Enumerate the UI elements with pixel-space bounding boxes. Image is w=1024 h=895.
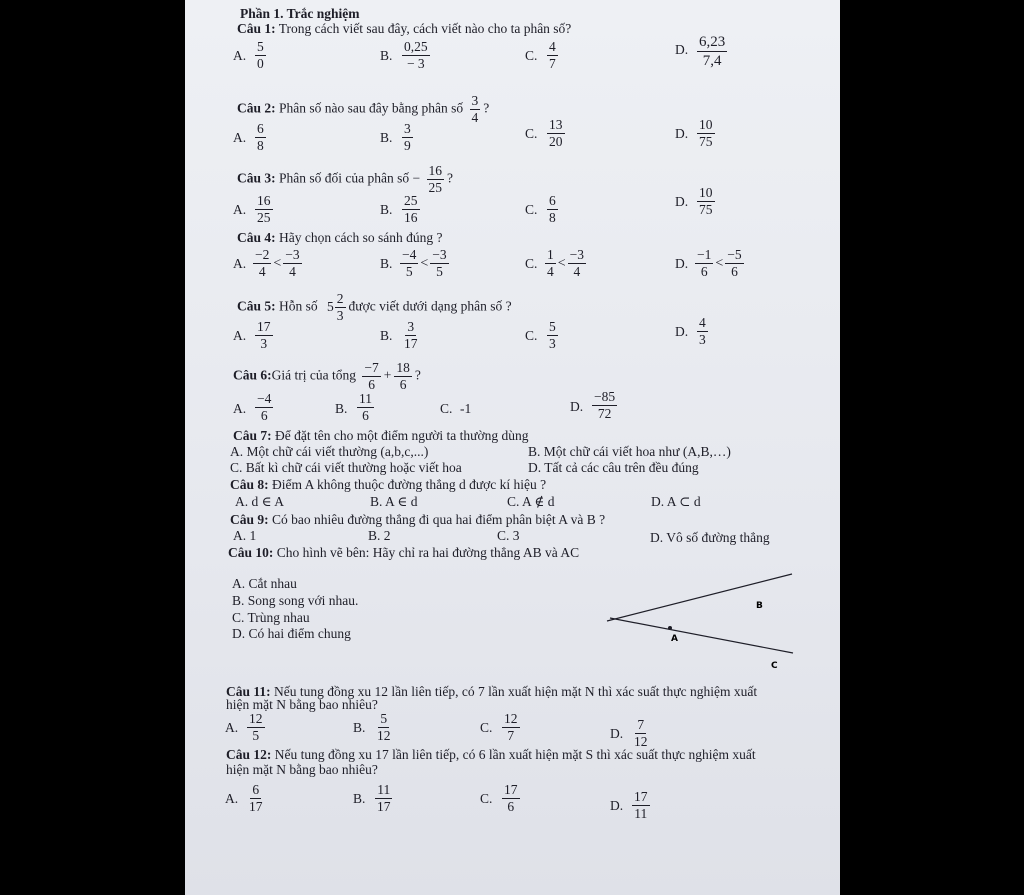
question-6-option-d-fraction: $\frac{-85}{72}$ <box>594 389 616 421</box>
question-6-option-c-value: -1 <box>460 401 472 416</box>
question-7-option-d: D. Tất cả các câu trên đều đúng <box>528 460 699 475</box>
question-5-option-d-label: D. <box>675 324 689 339</box>
question-12-option-c-label: C. <box>480 791 493 806</box>
question-8-option-a: A. d ∈ A <box>235 494 284 509</box>
question-11-option-a-label: A. <box>225 720 239 735</box>
question-1-option-a-label: A. <box>233 48 247 63</box>
question-12-option-d-label: D. <box>610 798 624 813</box>
question-5-option-c-fraction: $\frac{5}{3}$ <box>549 319 556 351</box>
question-12-cont: hiện mặt N bằng bao nhiêu? <box>226 762 378 777</box>
question-9: Câu 9: Có bao nhiêu đường thẳng đi qua hai điểm phân biệt A và B ? <box>230 512 606 527</box>
label-b: B <box>756 601 763 611</box>
question-2-option-c-fraction: $\frac{13}{20}$ <box>549 117 563 149</box>
line-ab <box>607 574 792 621</box>
question-4-option-c-inequality <box>545 248 586 279</box>
label-a: A <box>671 634 678 644</box>
question-2-option-b-label: B. <box>380 130 393 145</box>
question-12-option-a-fraction: $\frac{6}{17}$ <box>249 782 263 814</box>
question-1-option-b-fraction: $\frac{0,25}{- 3}$ <box>404 39 428 71</box>
question-9-option-b: B. 2 <box>368 528 391 543</box>
label-c: C <box>771 661 778 671</box>
question-3: Câu 3: Phân số đối của phân số − $\frac{16}{25}$ ? <box>237 163 453 195</box>
less-than-sign: < <box>557 255 566 271</box>
question-7-option-a: A. Một chữ cái viết thường (a,b,c,...) <box>230 444 429 459</box>
fraction-right: $\frac{-3}{4}$ <box>569 247 585 279</box>
question-1-option-a-fraction: $\frac{5}{0}$ <box>257 39 264 71</box>
question-6-option-a-label: A. <box>233 401 247 416</box>
question-3-option-d-fraction: $\frac{10}{75}$ <box>699 185 713 217</box>
part-title: Phần 1. Trắc nghiệm <box>240 6 360 21</box>
question-6-option-b-fraction: $\frac{11}{6}$ <box>359 391 372 423</box>
question-11-cont: hiện mặt N bằng bao nhiêu? <box>226 697 378 712</box>
fraction-right: $\frac{-3}{5}$ <box>432 247 447 279</box>
question-9-option-c: C. 3 <box>497 528 520 543</box>
question-11-option-b-label: B. <box>353 720 366 735</box>
question-7-option-b: B. Một chữ cái viết hoa như (A,B,…) <box>528 444 731 459</box>
question-8-option-b: B. A ∈ d <box>370 494 418 509</box>
question-2-option-c-label: C. <box>525 126 538 141</box>
question-1-option-c-label: C. <box>525 48 538 63</box>
fraction-left: $\frac{-4}{5}$ <box>402 247 417 279</box>
question-6-option-c-label: C. <box>440 401 453 416</box>
question-5-fraction: $\frac{2}{3}$ <box>336 291 344 323</box>
question-1: Câu 1: Trong cách viết sau đây, cách viết nào cho ta phân số? <box>237 21 572 36</box>
question-10-option-c: C. Trùng nhau <box>232 610 310 625</box>
question-2-fraction: $\frac{3}{4}$ <box>471 93 479 125</box>
question-1-option-c-fraction: $\frac{4}{7}$ <box>549 39 556 71</box>
question-7-option-c: C. Bất kì chữ cái viết thường hoặc viết hoa <box>230 460 462 475</box>
question-3-fraction: $\frac{16}{25}$ <box>428 163 442 195</box>
question-5: Câu 5: Hỗn số 5 $\frac{2}{3}$ được viết dưới dạng phân số ? <box>237 291 512 323</box>
question-11-option-d-label: D. <box>610 726 624 741</box>
fraction-right: $\frac{-5}{6}$ <box>727 247 742 279</box>
question-4-option-a-inequality <box>253 248 302 279</box>
question-5-option-a-fraction: $\frac{17}{3}$ <box>257 319 271 351</box>
question-2-option-d-label: D. <box>675 126 689 141</box>
question-12-option-d-fraction: $\frac{17}{11}$ <box>634 789 648 821</box>
question-7: Câu 7: Để đặt tên cho một điểm người ta thường dùng <box>233 428 529 443</box>
question-6-option-a-fraction: $\frac{-4}{6}$ <box>257 391 272 423</box>
question-2-option-a-label: A. <box>233 130 247 145</box>
question-8-option-c: C. A ∉ d <box>507 494 555 509</box>
question-3-option-a-fraction: $\frac{16}{25}$ <box>257 193 271 225</box>
fraction-left: $\frac{-2}{4}$ <box>255 247 270 279</box>
question-3-option-c-label: C. <box>525 202 538 217</box>
question-5-option-c-label: C. <box>525 328 538 343</box>
question-6-fraction-b: $\frac{18}{6}$ <box>396 360 410 392</box>
question-5-option-a-label: A. <box>233 328 247 343</box>
question-11-option-a-fraction: $\frac{12}{5}$ <box>249 711 263 743</box>
less-than-sign: < <box>420 255 429 271</box>
question-6-option-b-label: B. <box>335 401 348 416</box>
question-1-option-d-label: D. <box>675 42 689 57</box>
question-5-option-b-label: B. <box>380 328 393 343</box>
question-6-option-d-label: D. <box>570 399 584 414</box>
question-3-option-b-label: B. <box>380 202 393 217</box>
question-5-option-d-fraction: $\frac{4}{3}$ <box>699 315 706 347</box>
fraction-right: $\frac{-3}{4}$ <box>285 247 300 279</box>
question-2-option-a-fraction: $\frac{6}{8}$ <box>257 121 264 153</box>
question-4-option-a-label: A. <box>233 256 247 271</box>
question-12-option-c-fraction: $\frac{17}{6}$ <box>504 782 518 814</box>
question-8-option-d: D. A ⊂ d <box>651 494 701 509</box>
point-a <box>668 626 672 630</box>
question-12-option-b-label: B. <box>353 791 366 806</box>
line-ac <box>610 618 793 653</box>
question-10-option-a: A. Cắt nhau <box>232 576 297 591</box>
question-6-fraction-a: $\frac{-7}{6}$ <box>364 360 379 392</box>
question-10: Câu 10: Cho hình vẽ bên: Hãy chỉ ra hai đường thẳng AB và AC <box>228 545 580 560</box>
question-3-option-a-label: A. <box>233 202 247 217</box>
question-3-option-d-label: D. <box>675 194 689 209</box>
question-4-option-d-inequality <box>695 248 744 279</box>
question-1-option-d-fraction: $\frac{6,23}{7,4}$ <box>699 34 726 69</box>
question-10-option-b: B. Song song với nhau. <box>232 593 359 608</box>
question-6: Câu 6:Giá trị của tổng $\frac{-7}{6}$ + $\frac{18}{6}$ ? <box>233 360 421 392</box>
question-2-option-d-fraction: $\frac{10}{75}$ <box>699 117 713 149</box>
question-4-option-b-label: B. <box>380 256 393 271</box>
less-than-sign: < <box>715 255 724 271</box>
question-3-option-b-fraction: $\frac{25}{16}$ <box>404 193 418 225</box>
question-12-option-a-label: A. <box>225 791 239 806</box>
question-11: Câu 11: Nếu tung đồng xu 12 lần liên tiếp, có 7 lần xuất hiện mặt N thì xác suất thực nghiệm xuất <box>226 684 758 699</box>
question-4-option-b-inequality <box>400 248 449 279</box>
question-2: Câu 2: Phân số nào sau đây bằng phân số $\frac{3}{4}$ ? <box>237 93 490 125</box>
question-5-option-b-fraction: $\frac{3}{17}$ <box>404 319 418 351</box>
question-11-option-c-label: C. <box>480 720 493 735</box>
question-11-option-c-fraction: $\frac{12}{7}$ <box>504 711 518 743</box>
question-2-option-b-fraction: $\frac{3}{9}$ <box>404 121 411 153</box>
question-4-option-c-label: C. <box>525 256 538 271</box>
question-10-option-d: D. Có hai điểm chung <box>232 626 351 641</box>
question-11-option-b-fraction: $\frac{5}{12}$ <box>377 711 391 743</box>
question-12: Câu 12: Nếu tung đồng xu 17 lần liên tiếp, có 6 lần xuất hiện mặt S thì xác suất thực nghiệm xuất <box>226 747 756 762</box>
exam-paper <box>185 0 840 895</box>
question-8: Câu 8: Điểm A không thuộc đường thẳng d được kí hiệu ? <box>230 477 547 492</box>
lines-figure <box>585 565 810 675</box>
question-4: Câu 4: Hãy chọn cách so sánh đúng ? <box>237 230 443 245</box>
question-11-option-d-fraction: $\frac{7}{12}$ <box>634 717 648 749</box>
question-3-option-c-fraction: $\frac{6}{8}$ <box>549 193 556 225</box>
less-than-sign: < <box>273 255 282 271</box>
question-4-option-d-label: D. <box>675 256 689 271</box>
fraction-left: $\frac{1}{4}$ <box>547 247 554 279</box>
question-9-option-d: D. Vô số đường thẳng <box>650 530 770 545</box>
question-12-option-b-fraction: $\frac{11}{17}$ <box>377 782 391 814</box>
fraction-left: $\frac{-1}{6}$ <box>697 247 712 279</box>
question-9-option-a: A. 1 <box>233 528 257 543</box>
question-1-option-b-label: B. <box>380 48 393 63</box>
